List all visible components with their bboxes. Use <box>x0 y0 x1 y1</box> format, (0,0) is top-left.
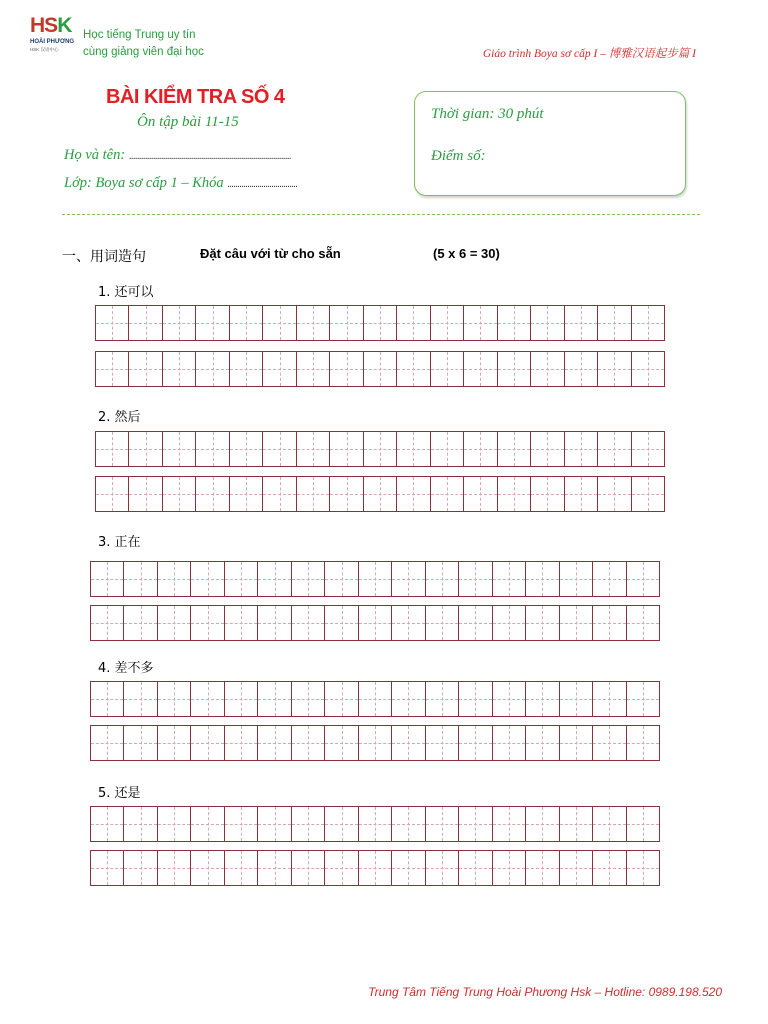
writing-cell[interactable] <box>128 432 161 466</box>
writing-cell[interactable] <box>631 352 664 386</box>
writing-cell[interactable] <box>559 726 592 760</box>
writing-cell[interactable] <box>291 807 324 841</box>
writing-grid-row[interactable] <box>95 351 665 387</box>
writing-cell[interactable] <box>525 726 558 760</box>
writing-cell[interactable] <box>463 306 496 340</box>
hsk-logo <box>30 14 78 58</box>
textbook-label: Giáo trình Boya sơ cấp I – 博雅汉语起步篇 I <box>482 48 696 60</box>
writing-cell[interactable] <box>96 352 128 386</box>
score-label: Điểm số: <box>431 148 486 164</box>
writing-cell[interactable] <box>157 606 190 640</box>
writing-cell[interactable] <box>592 726 625 760</box>
writing-cell[interactable] <box>91 562 123 596</box>
writing-cell[interactable] <box>626 682 659 716</box>
writing-cell[interactable] <box>626 562 659 596</box>
writing-cell[interactable] <box>492 682 525 716</box>
writing-cell[interactable] <box>257 807 290 841</box>
writing-cell[interactable] <box>430 352 463 386</box>
writing-cell[interactable] <box>525 606 558 640</box>
writing-grid-row[interactable] <box>90 561 660 597</box>
writing-cell[interactable] <box>530 352 563 386</box>
writing-grid-row[interactable] <box>95 305 665 341</box>
writing-cell[interactable] <box>91 682 123 716</box>
writing-cell[interactable] <box>329 352 362 386</box>
name-label: Họ và tên: <box>64 147 126 163</box>
item-label: 1. 还可以 <box>98 285 154 300</box>
writing-cell[interactable] <box>592 682 625 716</box>
tagline <box>83 27 204 61</box>
writing-cell[interactable] <box>224 562 257 596</box>
writing-cell[interactable] <box>358 807 391 841</box>
logo-sub: HSK 汉语中心 <box>30 47 59 52</box>
writing-cell[interactable] <box>525 807 558 841</box>
writing-cell[interactable] <box>224 606 257 640</box>
writing-cell[interactable] <box>329 306 362 340</box>
writing-cell[interactable] <box>626 726 659 760</box>
writing-cell[interactable] <box>128 306 161 340</box>
writing-cell[interactable] <box>128 477 161 511</box>
writing-cell[interactable] <box>296 306 329 340</box>
writing-cell[interactable] <box>257 606 290 640</box>
writing-cell[interactable] <box>492 851 525 885</box>
writing-cell[interactable] <box>564 352 597 386</box>
writing-cell[interactable] <box>157 562 190 596</box>
writing-cell[interactable] <box>291 562 324 596</box>
writing-cell[interactable] <box>559 682 592 716</box>
writing-cell[interactable] <box>91 807 123 841</box>
writing-cell[interactable] <box>195 306 228 340</box>
writing-cell[interactable] <box>492 807 525 841</box>
writing-grid-row[interactable] <box>90 681 660 717</box>
writing-cell[interactable] <box>329 477 362 511</box>
section-points: (5 x 6 = 30) <box>433 246 500 261</box>
writing-cell[interactable] <box>497 432 530 466</box>
writing-cell[interactable] <box>229 352 262 386</box>
item-label: 5. 还是 <box>98 786 141 801</box>
writing-cell[interactable] <box>391 562 424 596</box>
writing-cell[interactable] <box>458 682 491 716</box>
writing-cell[interactable] <box>425 562 458 596</box>
writing-cell[interactable] <box>458 606 491 640</box>
logo-mark-left: HS <box>30 14 58 37</box>
writing-cell[interactable] <box>324 606 357 640</box>
class-dots: ................................... <box>227 179 298 190</box>
writing-cell[interactable] <box>458 562 491 596</box>
writing-cell[interactable] <box>597 352 630 386</box>
writing-grid-row[interactable] <box>90 605 660 641</box>
writing-cell[interactable] <box>358 726 391 760</box>
writing-cell[interactable] <box>157 807 190 841</box>
writing-cell[interactable] <box>91 726 123 760</box>
writing-cell[interactable] <box>157 682 190 716</box>
writing-grid-row[interactable] <box>90 850 660 886</box>
writing-cell[interactable] <box>597 432 630 466</box>
writing-cell[interactable] <box>492 606 525 640</box>
item-label: 4. 差不多 <box>98 661 154 676</box>
writing-cell[interactable] <box>391 726 424 760</box>
writing-cell[interactable] <box>458 807 491 841</box>
writing-cell[interactable] <box>329 432 362 466</box>
writing-cell[interactable] <box>363 306 396 340</box>
name-field <box>64 147 291 164</box>
writing-cell[interactable] <box>96 432 128 466</box>
writing-grid-row[interactable] <box>90 806 660 842</box>
writing-cell[interactable] <box>224 851 257 885</box>
writing-cell[interactable] <box>162 477 195 511</box>
writing-cell[interactable] <box>430 432 463 466</box>
writing-cell[interactable] <box>559 851 592 885</box>
info-box <box>414 91 686 196</box>
writing-cell[interactable] <box>296 477 329 511</box>
writing-cell[interactable] <box>291 726 324 760</box>
writing-cell[interactable] <box>391 807 424 841</box>
writing-cell[interactable] <box>564 477 597 511</box>
writing-cell[interactable] <box>190 562 223 596</box>
writing-cell[interactable] <box>391 606 424 640</box>
writing-cell[interactable] <box>96 306 128 340</box>
item-label: 2. 然后 <box>98 410 141 425</box>
writing-cell[interactable] <box>559 606 592 640</box>
writing-cell[interactable] <box>597 306 630 340</box>
writing-cell[interactable] <box>324 726 357 760</box>
writing-grid-row[interactable] <box>90 725 660 761</box>
writing-cell[interactable] <box>425 682 458 716</box>
writing-cell[interactable] <box>592 606 625 640</box>
writing-cell[interactable] <box>530 432 563 466</box>
writing-cell[interactable] <box>190 851 223 885</box>
writing-cell[interactable] <box>91 851 123 885</box>
writing-cell[interactable] <box>190 682 223 716</box>
writing-cell[interactable] <box>525 682 558 716</box>
writing-cell[interactable] <box>262 432 295 466</box>
writing-cell[interactable] <box>458 851 491 885</box>
writing-grid-row[interactable] <box>95 476 665 512</box>
writing-cell[interactable] <box>257 682 290 716</box>
writing-cell[interactable] <box>229 432 262 466</box>
writing-cell[interactable] <box>530 306 563 340</box>
writing-cell[interactable] <box>291 682 324 716</box>
writing-cell[interactable] <box>592 851 625 885</box>
logo-mark <box>30 14 71 38</box>
writing-cell[interactable] <box>296 352 329 386</box>
writing-cell[interactable] <box>157 726 190 760</box>
writing-cell[interactable] <box>463 352 496 386</box>
writing-cell[interactable] <box>497 306 530 340</box>
writing-cell[interactable] <box>157 851 190 885</box>
writing-cell[interactable] <box>291 851 324 885</box>
page-subtitle: Ôn tập bài 11-15 <box>137 114 239 130</box>
class-label: Lớp: Boya sơ cấp 1 – Khóa <box>64 175 224 191</box>
writing-cell[interactable] <box>190 606 223 640</box>
writing-cell[interactable] <box>391 851 424 885</box>
header-divider <box>62 214 700 215</box>
time-label: Thời gian: 30 phút <box>431 106 544 122</box>
tagline-line-1: Học tiếng Trung uy tín <box>83 29 196 41</box>
writing-cell[interactable] <box>391 682 424 716</box>
writing-cell[interactable] <box>396 352 429 386</box>
writing-cell[interactable] <box>425 851 458 885</box>
writing-cell[interactable] <box>626 851 659 885</box>
writing-cell[interactable] <box>123 807 156 841</box>
class-field <box>64 175 297 192</box>
writing-cell[interactable] <box>430 477 463 511</box>
writing-cell[interactable] <box>123 851 156 885</box>
writing-cell[interactable] <box>525 562 558 596</box>
writing-cell[interactable] <box>91 606 123 640</box>
writing-cell[interactable] <box>458 726 491 760</box>
writing-cell[interactable] <box>162 306 195 340</box>
writing-cell[interactable] <box>123 682 156 716</box>
writing-cell[interactable] <box>195 477 228 511</box>
writing-cell[interactable] <box>564 432 597 466</box>
writing-cell[interactable] <box>296 432 329 466</box>
writing-cell[interactable] <box>324 807 357 841</box>
page-title: BÀI KIỂM TRA SỐ 4 <box>106 86 285 108</box>
writing-cell[interactable] <box>96 477 128 511</box>
writing-cell[interactable] <box>463 432 496 466</box>
writing-cell[interactable] <box>363 477 396 511</box>
writing-cell[interactable] <box>262 352 295 386</box>
writing-cell[interactable] <box>396 306 429 340</box>
writing-cell[interactable] <box>425 807 458 841</box>
writing-cell[interactable] <box>396 432 429 466</box>
writing-cell[interactable] <box>324 851 357 885</box>
name-dots: ................................................................................. <box>128 151 291 162</box>
writing-cell[interactable] <box>262 477 295 511</box>
writing-cell[interactable] <box>559 807 592 841</box>
logo-name: HOÀI PHƯƠNG <box>30 39 75 45</box>
writing-cell[interactable] <box>358 682 391 716</box>
writing-cell[interactable] <box>463 477 496 511</box>
writing-cell[interactable] <box>530 477 563 511</box>
writing-cell[interactable] <box>128 352 161 386</box>
section-title-zh: 一、用词造句 <box>62 249 146 265</box>
writing-cell[interactable] <box>430 306 463 340</box>
writing-cell[interactable] <box>162 432 195 466</box>
writing-cell[interactable] <box>631 432 664 466</box>
section-header <box>62 246 702 266</box>
writing-cell[interactable] <box>229 477 262 511</box>
writing-cell[interactable] <box>229 306 262 340</box>
writing-cell[interactable] <box>324 562 357 596</box>
footer-hotline: Trung Tâm Tiếng Trung Hoài Phương Hsk – Hotline: 0989.198.520 <box>368 985 722 999</box>
writing-cell[interactable] <box>291 606 324 640</box>
writing-cell[interactable] <box>224 682 257 716</box>
writing-cell[interactable] <box>162 352 195 386</box>
writing-cell[interactable] <box>631 477 664 511</box>
writing-cell[interactable] <box>396 477 429 511</box>
writing-cell[interactable] <box>425 726 458 760</box>
writing-cell[interactable] <box>358 851 391 885</box>
writing-cell[interactable] <box>123 606 156 640</box>
writing-cell[interactable] <box>626 807 659 841</box>
writing-cell[interactable] <box>425 606 458 640</box>
writing-cell[interactable] <box>592 562 625 596</box>
writing-cell[interactable] <box>190 807 223 841</box>
writing-cell[interactable] <box>190 726 223 760</box>
writing-cell[interactable] <box>592 807 625 841</box>
writing-grid-row[interactable] <box>95 431 665 467</box>
writing-cell[interactable] <box>324 682 357 716</box>
writing-cell[interactable] <box>492 726 525 760</box>
writing-cell[interactable] <box>257 851 290 885</box>
writing-cell[interactable] <box>497 352 530 386</box>
writing-cell[interactable] <box>195 432 228 466</box>
writing-cell[interactable] <box>358 606 391 640</box>
writing-cell[interactable] <box>123 726 156 760</box>
writing-cell[interactable] <box>564 306 597 340</box>
tagline-line-2: cùng giảng viên đại học <box>83 46 204 58</box>
writing-cell[interactable] <box>224 807 257 841</box>
writing-cell[interactable] <box>597 477 630 511</box>
logo-mark-right: K <box>57 14 72 37</box>
writing-cell[interactable] <box>262 306 295 340</box>
writing-cell[interactable] <box>358 562 391 596</box>
writing-cell[interactable] <box>631 306 664 340</box>
writing-cell[interactable] <box>257 562 290 596</box>
writing-cell[interactable] <box>257 726 290 760</box>
writing-cell[interactable] <box>224 726 257 760</box>
writing-cell[interactable] <box>497 477 530 511</box>
writing-cell[interactable] <box>195 352 228 386</box>
writing-cell[interactable] <box>363 352 396 386</box>
writing-cell[interactable] <box>626 606 659 640</box>
writing-cell[interactable] <box>559 562 592 596</box>
writing-cell[interactable] <box>123 562 156 596</box>
section-title-vi: Đặt câu với từ cho sẵn <box>200 246 341 261</box>
writing-cell[interactable] <box>525 851 558 885</box>
writing-cell[interactable] <box>492 562 525 596</box>
item-label: 3. 正在 <box>98 535 141 550</box>
writing-cell[interactable] <box>363 432 396 466</box>
